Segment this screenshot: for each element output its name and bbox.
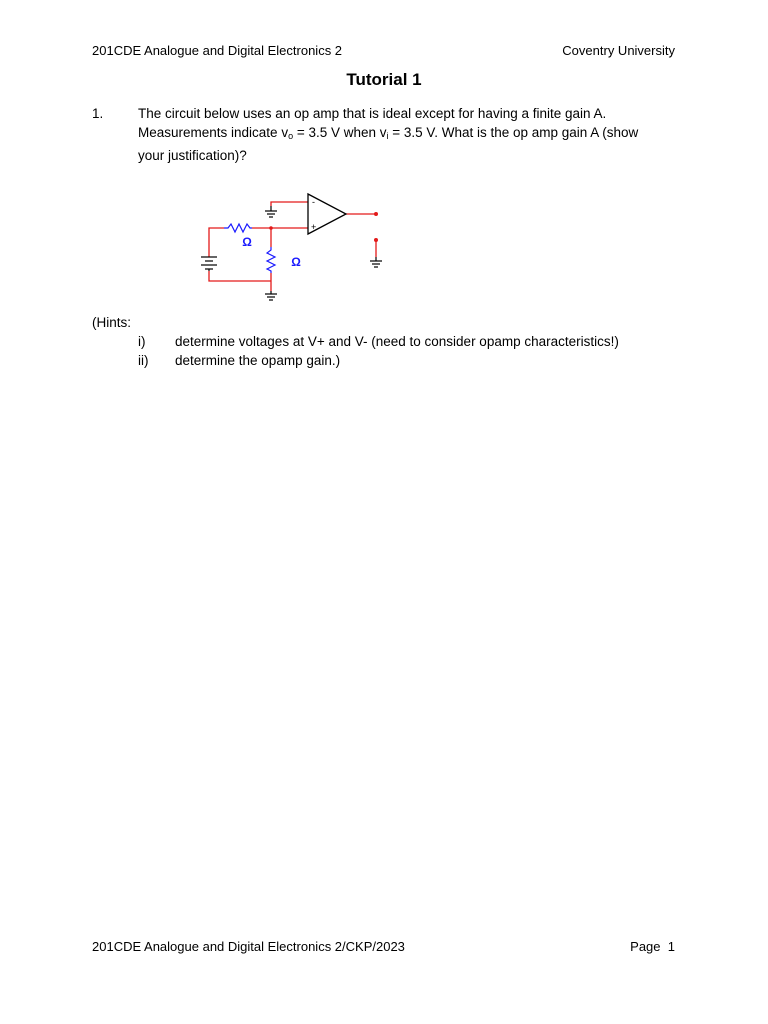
opamp-minus-label: -: [312, 197, 315, 207]
circuit-wires: [209, 202, 376, 291]
page-title: Tutorial 1: [346, 70, 422, 89]
ground-icon: [265, 206, 277, 217]
hint-2-text: determine the opamp gain.): [175, 353, 341, 368]
question-number: 1.: [92, 106, 104, 121]
resistor-2-label: Ω: [291, 255, 301, 269]
page-number: 1: [667, 939, 675, 954]
ground-icon: [265, 291, 277, 300]
probe-node: [374, 238, 378, 242]
resistor-1-label: Ω: [242, 235, 252, 249]
hint-1-marker: i): [138, 334, 146, 349]
hints-label: (Hints:: [92, 315, 132, 330]
header-right: Coventry University: [562, 43, 675, 58]
question-line-2: Measurements indicate $v_o = 3.5$ V when $v_i = 3.5$ V. What is the op amp gain A (show: [138, 125, 639, 141]
page-label: Page: [630, 939, 661, 954]
footer-page: [630, 939, 675, 954]
junction-node: [269, 226, 273, 230]
battery-symbol: [201, 257, 217, 271]
hint-2-marker: ii): [138, 353, 149, 368]
question-line-1: The circuit below uses an op amp that is ideal except for having a finite gain A.: [138, 106, 607, 121]
hint-1-text: determine voltages at V+ and V- (need to consider opamp characteristics!): [175, 334, 619, 349]
question-text: [138, 104, 638, 165]
footer-left: 201CDE Analogue and Digital Electronics 2/CKP/2023: [92, 939, 405, 954]
circuit-diagram: [190, 185, 400, 310]
header-left: 201CDE Analogue and Digital Electronics 2: [92, 43, 343, 58]
resistor-1: [224, 224, 252, 232]
resistor-2: [267, 247, 275, 273]
opamp-plus-label: +: [311, 222, 317, 232]
ground-icon: [370, 257, 382, 267]
question-line-3: your justification)?: [138, 148, 247, 163]
output-node: [374, 212, 378, 216]
